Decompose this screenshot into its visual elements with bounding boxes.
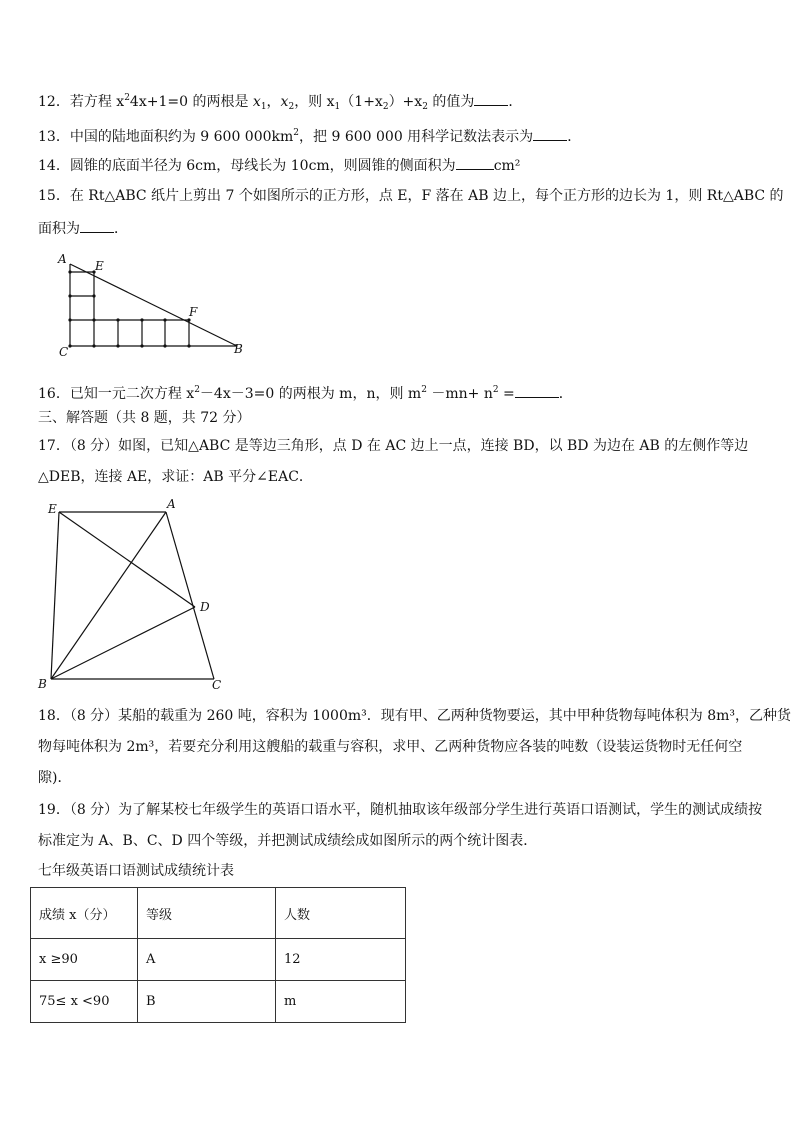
label-B: B <box>38 677 47 691</box>
question-19: 19．（8 分）为了解某校七年级学生的英语口语水平，随机抽取该年级部分学生进行英语口语测试，学生的测试成绩按 <box>38 802 763 818</box>
side-AB <box>70 264 237 346</box>
label-A: A <box>167 497 176 511</box>
table-cell: A <box>138 939 276 981</box>
answer-blank <box>474 91 508 106</box>
table-cell: B <box>138 981 276 1023</box>
question-13: 13．中国的陆地面积约为 9 600 $000km^2$，把 9 600 000 用科学记数法表示为 ． <box>38 128 582 145</box>
label-F: F <box>189 305 198 319</box>
question-18: 18．（8 分）某船的载重为 260 吨，容积为 1000m³．现有甲、乙两种货物要运，其中甲种货物每吨体积为 8m³，乙种货 <box>38 708 792 724</box>
table-title: 七年级英语口语测试成绩统计表 <box>38 863 234 879</box>
answer-blank <box>515 383 559 398</box>
question-12: 12．若方程 $x^24x+1=0$ 的两根是 $x_1$，$x_2$，则 $x_1(1+x_2)+x_2$ 的值为 ． <box>38 93 523 112</box>
question-17-cont: △DEB，连接 AE，求证：AB 平分∠EAC． <box>38 469 313 485</box>
figure-squares-triangle <box>52 250 252 362</box>
label-E: E <box>48 502 57 516</box>
label-B: B <box>234 342 243 356</box>
question-14: 14．圆锥的底面半径为 6cm，母线长为 10cm，则圆锥的侧面积为 cm² <box>38 155 520 176</box>
answer-blank <box>533 126 567 141</box>
table-cell: 12 <box>276 939 406 981</box>
table-cell: x ≥90 <box>31 939 138 981</box>
header-cell: 人数 <box>276 888 406 939</box>
figure-equilateral-triangles <box>36 496 236 696</box>
table-row <box>31 981 406 1023</box>
label-C: C <box>212 678 222 692</box>
question-18-cont2: 隙)． <box>38 770 72 786</box>
table-cell: m <box>276 981 406 1023</box>
label-E: E <box>95 259 104 273</box>
question-15: 15．在 Rt△ABC 纸片上剪出 7 个如图所示的正方形，点 E，F 落在 AB 边上，每个正方形的边长为 1，则 Rt△ABC 的 <box>38 188 784 204</box>
question-19-cont: 标准定为 A、B、C、D 四个等级，并把测试成绩绘成如图所示的两个统计图表． <box>38 833 538 849</box>
question-15-cont: 面积为 ． <box>38 218 128 239</box>
table-cell: 75≤ x <90 <box>31 981 138 1023</box>
table-header-row <box>31 888 406 939</box>
table-row <box>31 939 406 981</box>
label-A: A <box>58 252 67 266</box>
question-16: 16．已知一元二次方程 $x^2-4x-3=0$ 的两根为 m，n，则 $m^2 -mn+ n^2$ = ． <box>38 385 573 402</box>
answer-blank <box>456 155 494 170</box>
label-C: C <box>59 345 69 359</box>
question-17: 17．（8 分）如图，已知△ABC 是等边三角形，点 D 在 AC 边上一点，连接 BD，以 BD 为边在 AB 的左侧作等边 <box>38 438 749 454</box>
score-table <box>30 887 406 1023</box>
header-cell: 成绩 x（分） <box>31 888 138 939</box>
header-cell: 等级 <box>138 888 276 939</box>
section-heading: 三、解答题（共 8 题，共 72 分） <box>38 410 251 426</box>
question-18-cont: 物每吨体积为 2m³，若要充分利用这艘船的载重与容积，求甲、乙两种货物应各装的吨数（设装运货物时无任何空 <box>38 739 743 755</box>
label-D: D <box>200 600 210 614</box>
answer-blank <box>80 218 114 233</box>
